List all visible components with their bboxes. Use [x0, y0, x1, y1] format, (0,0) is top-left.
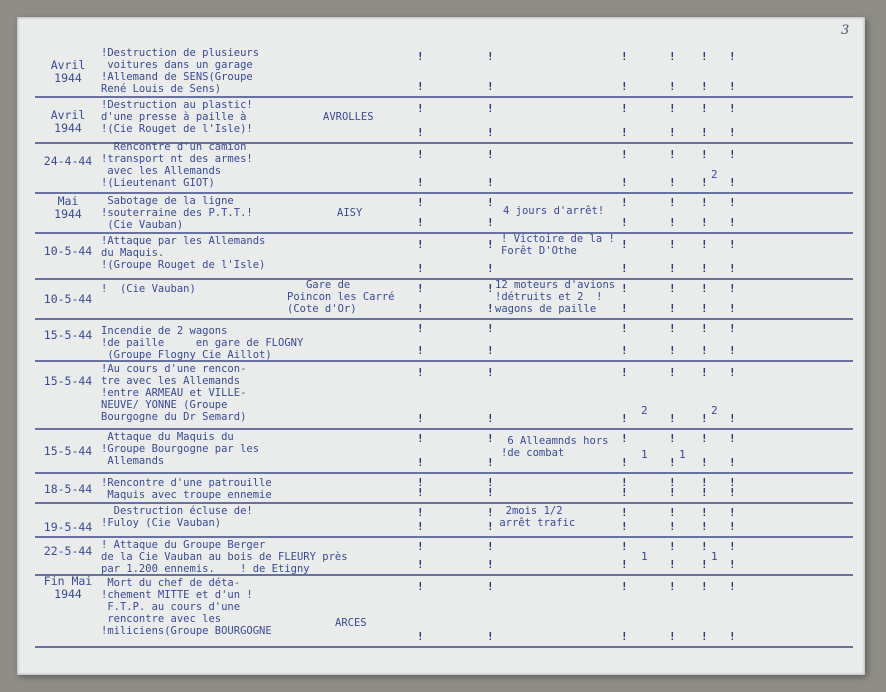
- column-separator: !: [669, 630, 676, 643]
- column-separator: !: [669, 322, 676, 335]
- column-separator: !: [487, 262, 494, 275]
- row-result: ! Victoire de la ! Forêt D'Othe: [501, 233, 615, 257]
- column-separator: !: [669, 102, 676, 115]
- column-separator: !: [729, 102, 736, 115]
- column-separator: !: [487, 540, 494, 553]
- row-date: 18-5-44: [43, 482, 93, 496]
- table-row: [17, 503, 865, 537]
- column-separator: !: [487, 506, 494, 519]
- column-separator: !: [487, 412, 494, 425]
- column-separator: !: [669, 580, 676, 593]
- column-separator: !: [487, 80, 494, 93]
- table-row: [17, 279, 865, 319]
- column-separator: !: [417, 238, 424, 251]
- row-description: Mort du chef de déta- !chement MITTE et d'un ! F.T.P. au cours d'une rencontre avec les !miliciens(Groupe BOURGOGNE: [101, 577, 272, 637]
- column-separator: !: [487, 476, 494, 489]
- row-date: 15-5-44: [43, 444, 93, 458]
- column-separator: !: [701, 102, 708, 115]
- column-separator: !: [487, 148, 494, 161]
- column-separator: !: [621, 126, 628, 139]
- column-separator: !: [669, 282, 676, 295]
- column-separator: !: [487, 216, 494, 229]
- column-separator: !: [669, 558, 676, 571]
- column-separator: !: [701, 148, 708, 161]
- column-separator: !: [729, 238, 736, 251]
- column-separator: !: [701, 282, 708, 295]
- column-separator: !: [621, 50, 628, 63]
- row-description: ! (Cie Vauban): [101, 283, 196, 295]
- column-separator: !: [669, 216, 676, 229]
- column-separator: !: [701, 476, 708, 489]
- row-result: 12 moteurs d'avions !détruits et 2 ! wagons de paille: [495, 279, 616, 315]
- column-separator: !: [729, 126, 736, 139]
- column-separator: !: [417, 366, 424, 379]
- row-count-4: 2: [711, 404, 718, 417]
- column-separator: !: [729, 148, 736, 161]
- column-separator: !: [669, 344, 676, 357]
- column-separator: !: [621, 412, 628, 425]
- row-date: Avril 1944: [50, 58, 86, 85]
- column-separator: !: [417, 630, 424, 643]
- column-separator: !: [621, 486, 628, 499]
- column-separator: !: [701, 50, 708, 63]
- column-separator: !: [417, 344, 424, 357]
- column-separator: !: [621, 282, 628, 295]
- column-separator: !: [621, 520, 628, 533]
- column-separator: !: [701, 366, 708, 379]
- column-separator: !: [669, 506, 676, 519]
- column-separator: !: [729, 302, 736, 315]
- column-separator: !: [621, 80, 628, 93]
- table-row: [17, 575, 865, 647]
- column-separator: !: [729, 540, 736, 553]
- column-separator: !: [701, 322, 708, 335]
- column-separator: !: [487, 366, 494, 379]
- column-separator: !: [729, 412, 736, 425]
- table-row: [17, 537, 865, 575]
- column-separator: !: [487, 520, 494, 533]
- row-count-4: 1: [711, 550, 718, 563]
- column-separator: !: [487, 282, 494, 295]
- column-separator: !: [701, 558, 708, 571]
- column-separator: !: [701, 344, 708, 357]
- column-separator: !: [621, 322, 628, 335]
- column-separator: !: [621, 558, 628, 571]
- column-separator: !: [487, 456, 494, 469]
- column-separator: !: [729, 216, 736, 229]
- column-separator: !: [621, 196, 628, 209]
- row-date: Mai 1944: [54, 194, 82, 221]
- row-description: Sabotage de la ligne !souterraine des P.T.T.! (Cie Vauban): [101, 195, 253, 231]
- column-separator: !: [417, 126, 424, 139]
- row-count-4: 2: [711, 168, 718, 181]
- column-separator: !: [669, 432, 676, 445]
- column-separator: !: [621, 366, 628, 379]
- column-separator: !: [621, 216, 628, 229]
- column-separator: !: [729, 506, 736, 519]
- column-separator: !: [669, 486, 676, 499]
- row-date: Avril 1944: [50, 108, 86, 135]
- column-separator: !: [487, 580, 494, 593]
- column-separator: !: [729, 176, 736, 189]
- row-count-1: 1: [641, 448, 648, 461]
- column-separator: !: [729, 630, 736, 643]
- column-separator: !: [701, 486, 708, 499]
- column-separator: !: [669, 80, 676, 93]
- column-separator: !: [701, 196, 708, 209]
- row-description: !Rencontre d'une patrouille Maquis avec troupe ennemie: [101, 477, 272, 501]
- row-description: Rencontre d'un camion !transport nt des armes! avec les Allemands !(Lieutenant GIOT): [101, 141, 253, 189]
- column-separator: !: [621, 102, 628, 115]
- column-separator: !: [621, 344, 628, 357]
- row-date: Fin Mai 1944: [43, 574, 93, 601]
- row-description: !Attaque par les Allemands du Maquis. !(Groupe Rouget de l'Isle): [101, 235, 266, 271]
- column-separator: !: [701, 506, 708, 519]
- column-separator: !: [701, 412, 708, 425]
- column-separator: !: [487, 176, 494, 189]
- column-separator: !: [701, 580, 708, 593]
- column-separator: !: [417, 282, 424, 295]
- column-separator: !: [729, 366, 736, 379]
- column-separator: !: [417, 486, 424, 499]
- table-row: [17, 429, 865, 473]
- column-separator: !: [417, 262, 424, 275]
- table-row: [17, 473, 865, 503]
- column-separator: !: [669, 176, 676, 189]
- column-separator: !: [669, 126, 676, 139]
- row-divider: [35, 646, 853, 648]
- column-separator: !: [621, 476, 628, 489]
- row-count-1: 2: [641, 404, 648, 417]
- column-separator: !: [487, 630, 494, 643]
- column-separator: !: [621, 630, 628, 643]
- row-result: 4 jours d'arrêt!: [503, 205, 605, 217]
- column-separator: !: [669, 412, 676, 425]
- row-place: AISY: [337, 207, 363, 219]
- row-date: 24-4-44: [43, 154, 93, 168]
- column-separator: !: [417, 80, 424, 93]
- column-separator: !: [621, 176, 628, 189]
- column-separator: !: [417, 176, 424, 189]
- column-separator: !: [701, 456, 708, 469]
- table-row: [17, 45, 865, 97]
- column-separator: !: [701, 216, 708, 229]
- column-separator: !: [701, 126, 708, 139]
- column-separator: !: [729, 196, 736, 209]
- column-separator: !: [487, 486, 494, 499]
- row-description: Destruction écluse de! !Fuloy (Cie Vauban): [101, 505, 253, 529]
- column-separator: !: [669, 302, 676, 315]
- table-row: [17, 361, 865, 429]
- row-description: ! Attaque du Groupe Berger de la Cie Vauban au bois de FLEURY près par 1.200 ennemis. ! de Etigny: [101, 539, 348, 575]
- row-date: 10-5-44: [43, 292, 93, 306]
- row-count-2: 1: [679, 448, 686, 461]
- column-separator: !: [621, 580, 628, 593]
- column-separator: !: [701, 238, 708, 251]
- row-description: !Au cours d'une rencon- tre avec les Allemands !entre ARMEAU et VILLE- NEUVE/ YONNE (Groupe Bourgogne du Dr Semard): [101, 363, 247, 423]
- row-description: !Destruction de plusieurs voitures dans un garage !Allemand de SENS(Groupe René Louis de Sens): [101, 47, 260, 95]
- document-sheet: [17, 17, 865, 675]
- column-separator: !: [729, 456, 736, 469]
- column-separator: !: [621, 456, 628, 469]
- column-separator: !: [701, 262, 708, 275]
- column-separator: !: [621, 262, 628, 275]
- column-separator: !: [487, 432, 494, 445]
- column-separator: !: [669, 540, 676, 553]
- column-separator: !: [701, 432, 708, 445]
- column-separator: !: [417, 148, 424, 161]
- column-separator: !: [487, 558, 494, 571]
- column-separator: !: [701, 302, 708, 315]
- column-separator: !: [701, 540, 708, 553]
- column-separator: !: [487, 102, 494, 115]
- column-separator: !: [729, 558, 736, 571]
- column-separator: !: [621, 506, 628, 519]
- row-date: 19-5-44: [43, 520, 93, 534]
- column-separator: !: [621, 540, 628, 553]
- column-separator: !: [729, 50, 736, 63]
- column-separator: !: [487, 196, 494, 209]
- column-separator: !: [701, 80, 708, 93]
- column-separator: !: [701, 520, 708, 533]
- row-place: Gare de Poincon les Carré (Cote d'Or): [287, 279, 395, 315]
- column-separator: !: [669, 262, 676, 275]
- row-place: AVROLLES: [323, 111, 374, 123]
- column-separator: !: [417, 302, 424, 315]
- row-date: 15-5-44: [43, 328, 93, 342]
- column-separator: !: [417, 476, 424, 489]
- table-row: [17, 193, 865, 233]
- column-separator: !: [729, 432, 736, 445]
- row-date: 15-5-44: [43, 374, 93, 388]
- column-separator: !: [701, 176, 708, 189]
- table-row: [17, 319, 865, 361]
- column-separator: !: [487, 126, 494, 139]
- column-separator: !: [621, 432, 628, 445]
- column-separator: !: [729, 486, 736, 499]
- column-separator: !: [729, 476, 736, 489]
- column-separator: !: [417, 520, 424, 533]
- row-description: Incendie de 2 wagons !de paille en gare de FLOGNY (Groupe Flogny Cie Aillot): [101, 325, 304, 361]
- column-separator: !: [487, 50, 494, 63]
- column-separator: !: [487, 322, 494, 335]
- column-separator: !: [729, 322, 736, 335]
- column-separator: !: [417, 456, 424, 469]
- row-date: 22-5-44: [43, 544, 93, 558]
- column-separator: !: [417, 506, 424, 519]
- page-number: 3: [841, 23, 850, 38]
- table-row: [17, 143, 865, 193]
- column-separator: !: [417, 50, 424, 63]
- row-count-1: 1: [641, 550, 648, 563]
- column-separator: !: [729, 580, 736, 593]
- column-separator: !: [417, 432, 424, 445]
- column-separator: !: [669, 148, 676, 161]
- column-separator: !: [729, 262, 736, 275]
- table-row: [17, 233, 865, 279]
- column-separator: !: [621, 148, 628, 161]
- row-description: Attaque du Maquis du !Groupe Bourgogne par les Allemands: [101, 431, 260, 467]
- row-date: 10-5-44: [43, 244, 93, 258]
- column-separator: !: [669, 196, 676, 209]
- column-separator: !: [729, 520, 736, 533]
- column-separator: !: [417, 558, 424, 571]
- column-separator: !: [417, 216, 424, 229]
- column-separator: !: [669, 50, 676, 63]
- column-separator: !: [669, 476, 676, 489]
- column-separator: !: [729, 282, 736, 295]
- column-separator: !: [621, 302, 628, 315]
- row-result: 2mois 1/2 arrêt trafic: [499, 505, 576, 529]
- column-separator: !: [417, 540, 424, 553]
- column-separator: !: [417, 580, 424, 593]
- column-separator: !: [669, 456, 676, 469]
- row-description: !Destruction au plastic! d'une presse à paille à !(Cie Rouget de l'Isle)!: [101, 99, 253, 135]
- column-separator: !: [701, 630, 708, 643]
- column-separator: !: [669, 238, 676, 251]
- row-place: ARCES: [335, 617, 367, 629]
- column-separator: !: [487, 302, 494, 315]
- column-separator: !: [669, 366, 676, 379]
- column-separator: !: [487, 344, 494, 357]
- column-separator: !: [729, 344, 736, 357]
- table-row: [17, 97, 865, 143]
- column-separator: !: [487, 238, 494, 251]
- column-separator: !: [417, 196, 424, 209]
- column-separator: !: [417, 102, 424, 115]
- row-result: 6 Alleamnds hors !de combat: [501, 435, 609, 459]
- column-separator: !: [417, 412, 424, 425]
- column-separator: !: [729, 80, 736, 93]
- column-separator: !: [621, 238, 628, 251]
- column-separator: !: [417, 322, 424, 335]
- column-separator: !: [669, 520, 676, 533]
